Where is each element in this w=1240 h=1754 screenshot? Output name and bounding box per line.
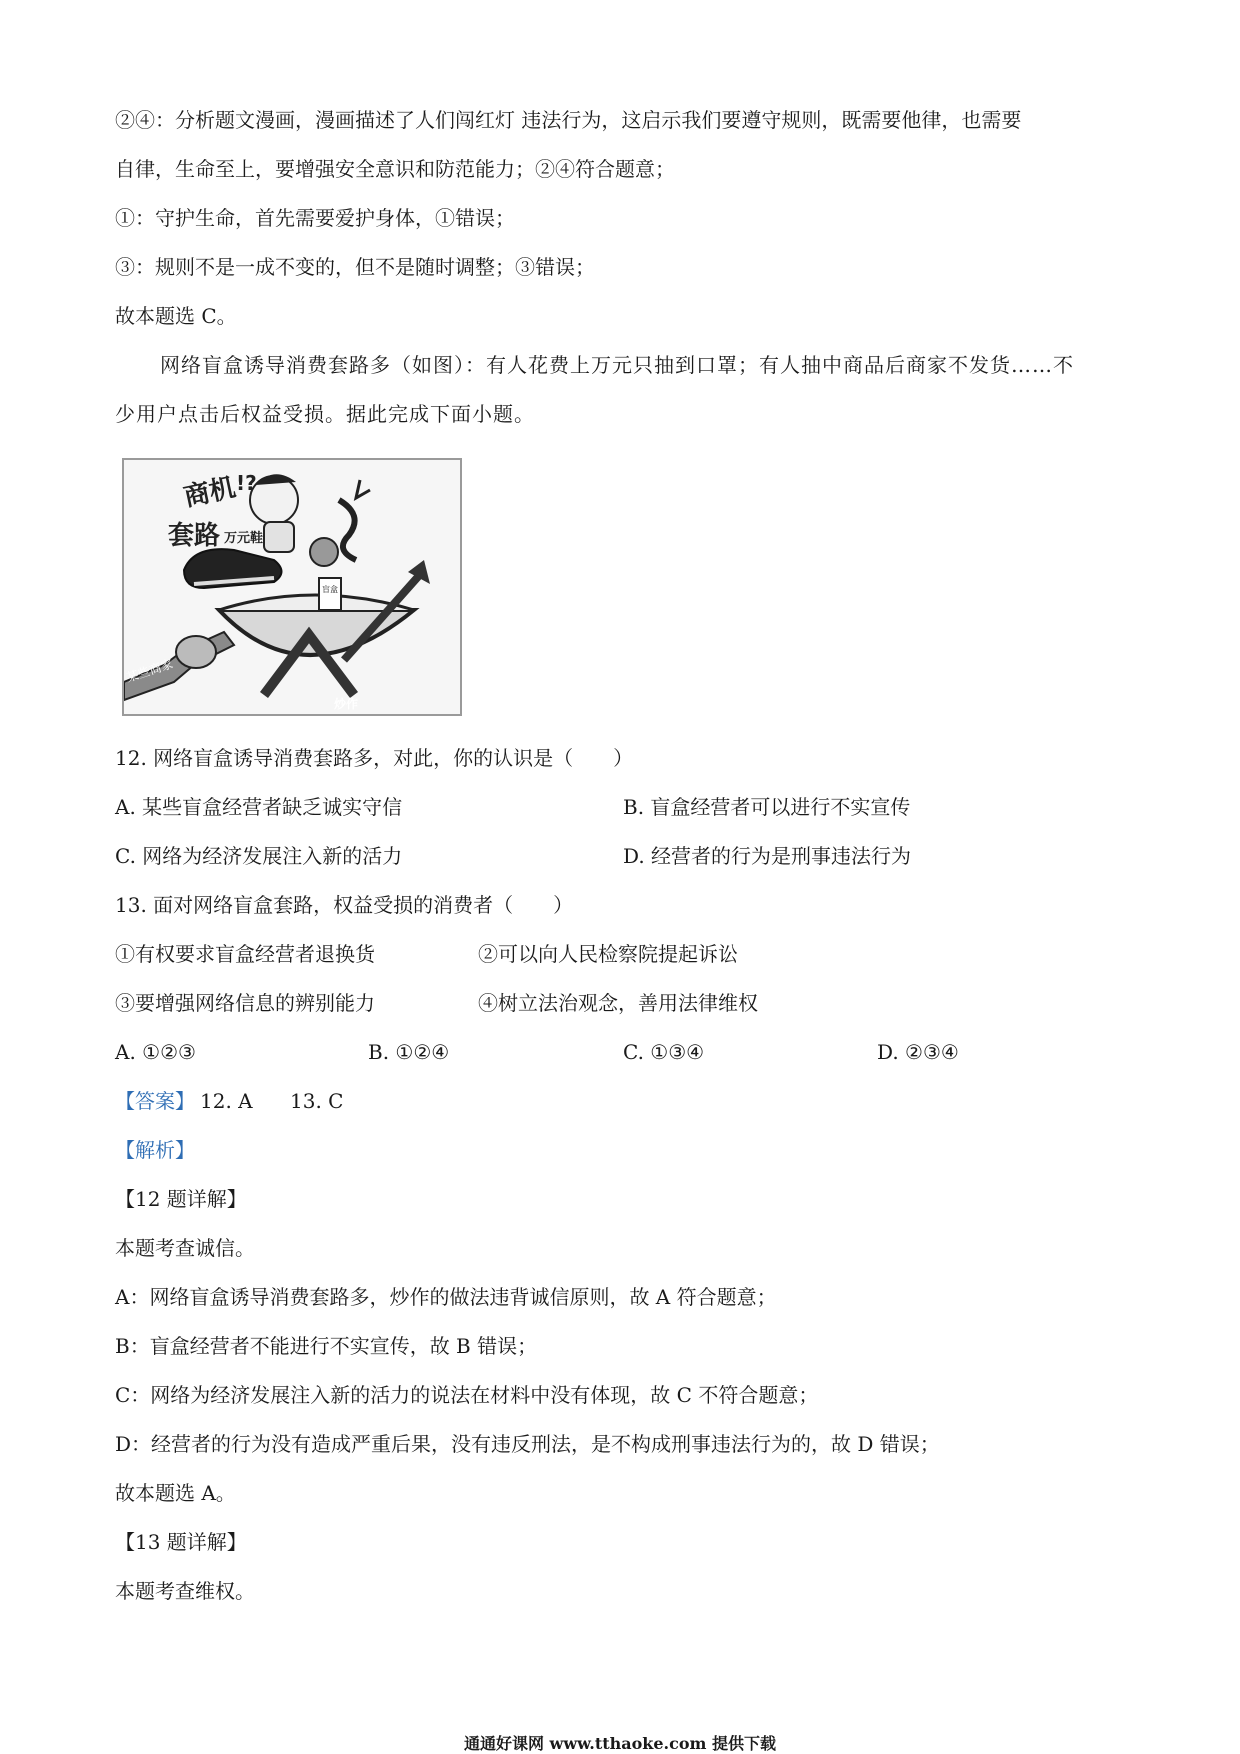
bird-mark bbox=[356, 480, 370, 498]
analysis-label: 【解析】 bbox=[115, 1138, 195, 1162]
hand-shape bbox=[176, 636, 216, 668]
material-line: 少用户点击后权益受损。据此完成下面小题。 bbox=[115, 402, 535, 426]
q13-option-c: C. ①③④ bbox=[623, 1040, 705, 1064]
q13-statement-2: ②可以向人民检察院提起诉讼 bbox=[478, 942, 738, 966]
detail12-conclusion: 故本题选 A。 bbox=[115, 1481, 236, 1505]
q12-option-a: A. 某些盲盒经营者缺乏诚实守信 bbox=[115, 795, 403, 819]
detail12-line: A：网络盲盒诱导消费套路多，炒作的做法违背诚信原则，故 A 符合题意； bbox=[115, 1285, 777, 1309]
q13-statement-3: ③要增强网络信息的辨别能力 bbox=[115, 991, 375, 1015]
q12-option-b: B. 盲盒经营者可以进行不实宣传 bbox=[623, 795, 911, 819]
blind-box-cartoon bbox=[122, 458, 462, 716]
q13-stem: 13. 面对网络盲盒套路，权益受损的消费者（ ） bbox=[115, 893, 574, 917]
intro-conclusion: 故本题选 C。 bbox=[115, 304, 237, 328]
q13-option-b: B. ①②④ bbox=[368, 1040, 450, 1064]
detail12-line: C：网络为经济发展注入新的活力的说法在材料中没有体现，故 C 不符合题意； bbox=[115, 1383, 819, 1407]
q13-statement-4: ④树立法治观念，善用法律维权 bbox=[478, 991, 758, 1015]
coin-bag bbox=[310, 538, 338, 566]
detail12-line: D：经营者的行为没有造成严重后果，没有违反刑法，是不构成刑事违法行为的，故 D 错误； bbox=[115, 1432, 940, 1456]
answer-label: 【答案】 bbox=[115, 1089, 195, 1113]
blind-box bbox=[319, 578, 341, 610]
answer-12: 12. A bbox=[200, 1089, 253, 1113]
q13-option-d: D. ②③④ bbox=[877, 1040, 959, 1064]
intro-line: ①：守护生命，首先需要爱护身体，①错误； bbox=[115, 206, 515, 230]
page-footer: 通通好课网 www.tthaoke.com 提供下载 bbox=[463, 1734, 777, 1753]
detail13-heading: 【13 题详解】 bbox=[115, 1530, 247, 1554]
intro-line: ②④：分析题文漫画，漫画描述了人们闯红灯 违法行为，这启示我们要遵守规则，既需要他律，也需要 bbox=[115, 108, 1022, 132]
squiggle-shape bbox=[339, 500, 356, 560]
label-chaozuo: 炒作 bbox=[334, 697, 359, 711]
detail12-line: 本题考查诚信。 bbox=[115, 1236, 255, 1260]
detail13-line: 本题考查维权。 bbox=[115, 1579, 255, 1603]
intro-line: 自律，生命至上，要增强安全意识和防范能力；②④符合题意； bbox=[115, 157, 675, 181]
character-body bbox=[264, 522, 294, 552]
label-taolu: 套路 bbox=[168, 521, 221, 551]
q12-option-c: C. 网络为经济发展注入新的活力 bbox=[115, 844, 403, 868]
q13-option-a: A. ①②③ bbox=[115, 1040, 196, 1064]
label-shangji: 商机 bbox=[181, 472, 239, 513]
label-marks: !? bbox=[236, 471, 257, 495]
cartoon-drawing bbox=[124, 460, 460, 714]
intro-line: ③：规则不是一成不变的，但不是随时调整；③错误； bbox=[115, 255, 595, 279]
q12-stem: 12. 网络盲盒诱导消费套路多，对此，你的认识是（ ） bbox=[115, 746, 634, 770]
detail12-line: B：盲盒经营者不能进行不实宣传，故 B 错误； bbox=[115, 1334, 538, 1358]
label-manghe: 盲盒 bbox=[322, 585, 338, 594]
q13-statement-1: ①有权要求盲盒经营者退换货 bbox=[115, 942, 375, 966]
label-wanyuanxie: 万元鞋 bbox=[224, 531, 264, 546]
label-merchant: 某些商家 bbox=[124, 656, 175, 685]
answer-13: 13. C bbox=[290, 1089, 344, 1113]
detail12-heading: 【12 题详解】 bbox=[115, 1187, 247, 1211]
wok-rim bbox=[219, 595, 414, 610]
material-line: 网络盲盒诱导消费套路多（如图）：有人花费上万元只抽到口罩；有人抽中商品后商家不发货……不 bbox=[160, 353, 1074, 377]
q12-option-d: D. 经营者的行为是刑事违法行为 bbox=[623, 844, 912, 868]
